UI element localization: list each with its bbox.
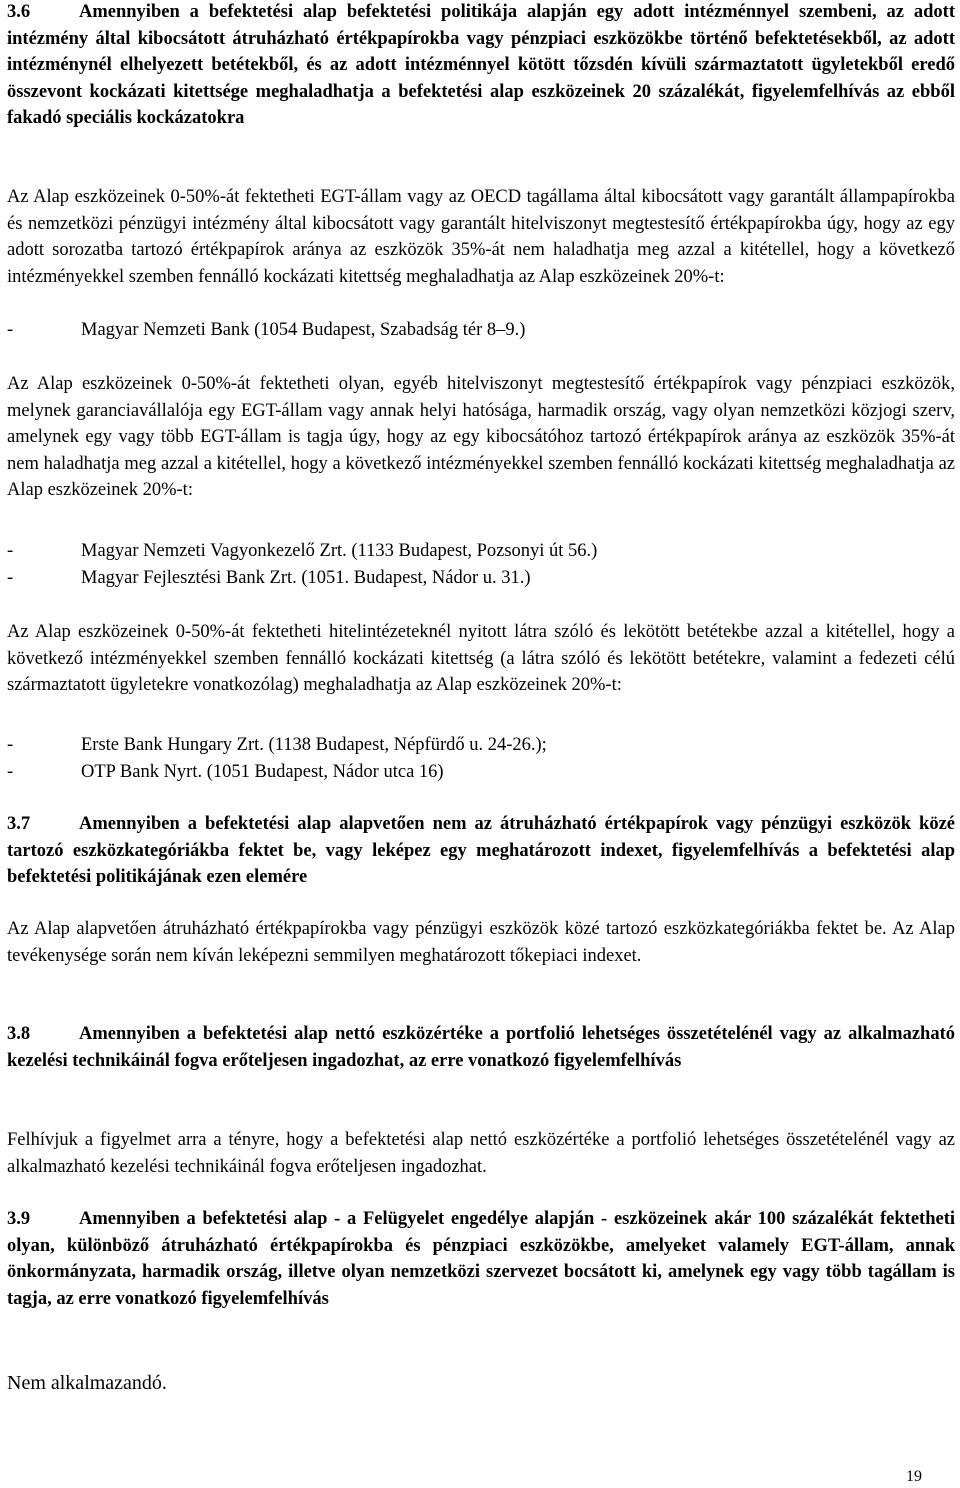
heading-text: Amennyiben a befektetési alap befektetési politikája alapján egy adott intézménnyel szembeni, az adott intézmény által kibocsátott átruházható értékpapírokba vagy pénzpiaci eszközökbe történő befektetésekből, az adott intézménynél elhelyezett betétekből, és az adott intézménnyel kötött tőzsdén kívüli származtatott ügyletekből eredő összevont kockázati kitettsége meghaladhatja a befektetési alap eszközeinek 20 százalékát, figyelemfelhívás az ebből fakadó speciális kockázatokra xyxy=(7,2,955,129)
list-item-text: OTP Bank Nyrt. (1051 Budapest, Nádor utca 16) xyxy=(81,762,444,782)
section-number: 3.9 xyxy=(7,1209,31,1229)
heading-text: Amennyiben a befektetési alap nettó eszközértéke a portfolió lehetséges összetételénél vagy az alkalmazható kezelési technikáinál fogva erőteljesen ingadozhat, az erre vonatkozó figyelemfelhívás xyxy=(7,1024,955,1071)
list-marker: - xyxy=(7,735,14,755)
list-item xyxy=(7,732,547,759)
section-3-6-heading xyxy=(7,0,955,132)
page-number: 19 xyxy=(906,1468,922,1485)
section-3-6-paragraph-2: Az Alap eszközeinek 0-50%-át fektetheti olyan, egyéb hitelviszonyt megtestesítő értékpapírok vagy pénzpiaci eszközök, melynek garanciavállalója egy EGT-állam vagy annak helyi hatósága, harmadik ország, vagy olyan nemzetközi közjogi szerv, amelynek egy vagy több EGT-állam is tagja úgy, hogy az egy kibocsátóhoz tartozó értékpapírok aránya az eszközök 35%-át nem haladhatja meg azzal a kitétellel, hogy a következő intézményekkel szemben fennálló kockázati kitettség meghaladhatja az Alap eszközeinek 20%-t: xyxy=(7,374,955,501)
section-number: 3.6 xyxy=(7,2,31,22)
list-item-text: Magyar Nemzeti Bank (1054 Budapest, Szabadság tér 8–9.) xyxy=(81,320,526,340)
list-item xyxy=(7,538,597,565)
list-marker: - xyxy=(7,320,14,340)
list-marker: - xyxy=(7,568,14,588)
section-3-7-heading xyxy=(7,811,955,891)
list-marker: - xyxy=(7,541,14,561)
section-number: 3.8 xyxy=(7,1024,31,1044)
list-item-text: Magyar Nemzeti Vagyonkezelő Zrt. (1133 Budapest, Pozsonyi út 56.) xyxy=(81,541,598,561)
list-marker: - xyxy=(7,762,14,782)
section-3-9-paragraph: Nem alkalmazandó. xyxy=(7,1372,167,1394)
heading-text: Amennyiben a befektetési alap alapvetően nem az átruházható értékpapírok vagy pénzügyi eszközök közé tartozó eszközkategóriákba fektet be, vagy leképez egy meghatározott indexet, figyelemfelhívás a befektetési alap befektetési politikájának ezen elemére xyxy=(7,814,955,888)
section-3-8-heading xyxy=(7,1021,955,1074)
list-item xyxy=(7,565,531,592)
section-3-7-paragraph: Az Alap alapvetően átruházható értékpapírokba vagy pénzügyi eszközök közé tartozó eszközkategóriákba fektet be. Az Alap tevékenysége során nem kíván leképezni semmilyen meghatározott tőkepiaci indexet. xyxy=(7,919,955,966)
section-3-9-heading xyxy=(7,1206,955,1312)
section-3-6-paragraph-3: Az Alap eszközeinek 0-50%-át fektetheti hitelintézeteknél nyitott látra szóló és lekötött betétekbe azzal a kitétellel, hogy a következő intézményekkel szemben fennálló kockázati kitettség (a látra szóló és lekötött betétekre, valamint a fedezeti célú származtatott ügyletekre vonatkozólag) meghaladhatja az Alap eszközeinek 20%-t: xyxy=(7,622,955,696)
heading-text: Amennyiben a befektetési alap - a Felügyelet engedélye alapján - eszközeinek akár 100 százalékát fektetheti olyan, különböző átruházható értékpapírokba és pénzpiaci eszközökbe, amelyeket valamely EGT-állam, annak önkormányzata, harmadik ország, illetve olyan nemzetközi szervezet bocsátott ki, amelynek egy vagy több tagállam is tagja, az erre vonatkozó figyelemfelhívás xyxy=(7,1209,955,1309)
list-item xyxy=(7,759,444,786)
section-3-8-paragraph: Felhívjuk a figyelmet arra a tényre, hogy a befektetési alap nettó eszközértéke a portfolió lehetséges összetételénél vagy az alkalmazható kezelési technikáinál fogva erőteljesen ingadozhat. xyxy=(7,1130,955,1177)
section-number: 3.7 xyxy=(7,814,31,834)
list-item xyxy=(7,317,525,344)
section-3-6-paragraph-1: Az Alap eszközeinek 0-50%-át fektetheti EGT-állam vagy az OECD tagállama által kibocsátott vagy garantált állampapírokba és nemzetközi pénzügyi intézmény által kibocsátott vagy garantált hitelviszonyt megtestesítő értékpapírokba úgy, hogy az egy adott sorozatba tartozó értékpapírok aránya az eszközök 35%-át nem haladhatja meg azzal a kitétellel, hogy a következő intézményekkel szemben fennálló kockázati kitettség meghaladhatja az Alap eszközeinek 20%-t: xyxy=(7,187,955,287)
list-item-text: Erste Bank Hungary Zrt. (1138 Budapest, Népfürdő u. 24-26.); xyxy=(81,735,547,755)
list-item-text: Magyar Fejlesztési Bank Zrt. (1051. Budapest, Nádor u. 31.) xyxy=(81,568,531,588)
